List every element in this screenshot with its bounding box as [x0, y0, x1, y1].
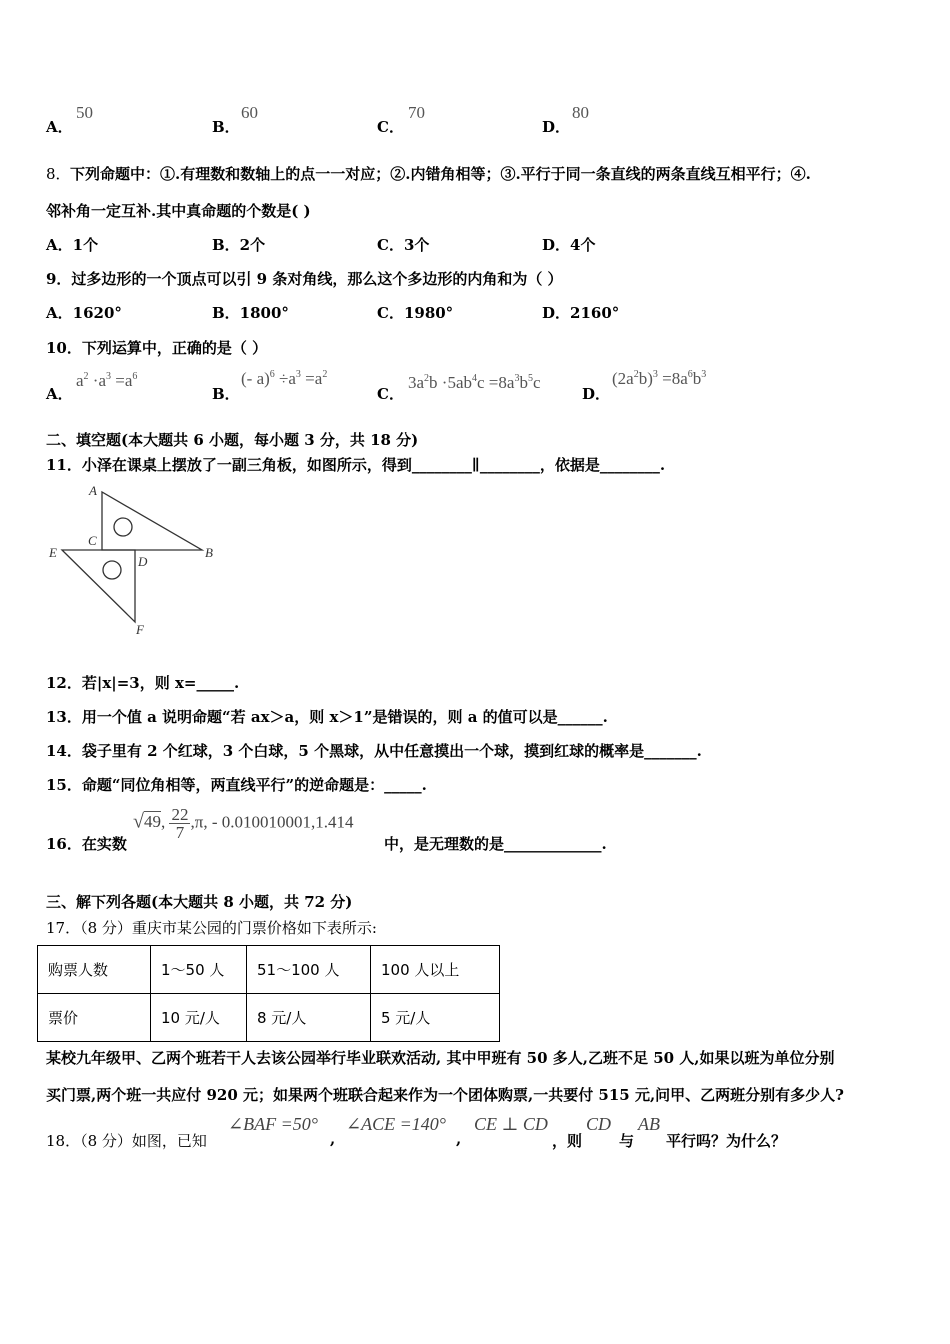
section2-title: 二、填空题(本大题共 6 小题，每小题 3 分，共 18 分)	[46, 431, 419, 449]
q10-option-c-letter: C．	[377, 385, 404, 403]
q17-intro: 17．（8 分）重庆市某公园的门票价格如下表所示:	[46, 919, 377, 937]
table-cell: 100 人以上	[371, 946, 500, 994]
q8-option-b: B．2个	[212, 236, 266, 254]
q14-text: 14．袋子里有 2 个红球，3 个白球，5 个黑球，从中任意摸出一个球，摸到红球的概率是_______.	[46, 742, 702, 760]
q10-option-a-expression: $a^2 \cdot a^3 =a^6$	[76, 371, 138, 390]
q7-option-d-letter: D．	[542, 118, 571, 136]
q8-option-d: D．4个	[542, 236, 596, 254]
q18-then: ，则	[552, 1132, 583, 1150]
q8-number: 8．	[46, 165, 71, 183]
q16-suffix: 中，是无理数的是_____________.	[384, 835, 607, 853]
q18-ab: AB	[638, 1114, 660, 1134]
q16-fraction	[169, 806, 190, 841]
ticket-price-table	[37, 945, 500, 1042]
q7-option-a-value: 50	[76, 103, 93, 122]
table-cell: 购票人数	[38, 946, 151, 994]
table-cell: 1～50 人	[151, 946, 247, 994]
table-cell: 10 元/人	[151, 994, 247, 1042]
q8-line1: 下列命题中：①.有理数和数轴上的点一一对应；②.内错角相等；③.平行于同一条直线的两条直线互相平行；④.	[70, 165, 811, 183]
q18-comma: ,	[456, 1130, 462, 1148]
q16-sqrt-radicand: 49	[143, 812, 161, 832]
q16-fraction-numerator: 22	[171, 805, 189, 824]
label-c: C	[88, 533, 97, 548]
q18-comma: ,	[330, 1130, 336, 1148]
label-b: B	[205, 545, 213, 560]
q18-perpendicular: CE ⊥ CD	[474, 1114, 548, 1134]
table-cell: 5 元/人	[371, 994, 500, 1042]
q12-text: 12．若|x|=3，则 x=_____.	[46, 674, 240, 692]
table-cell: 票价	[38, 994, 151, 1042]
q8-line2: 邻补角一定互补.其中真命题的个数是( )	[46, 202, 311, 220]
q18-tail: 平行吗？为什么？	[666, 1132, 787, 1150]
q9-option-a: A．1620°	[46, 304, 122, 322]
q10-option-c-expression: $3a^2b \cdot 5ab^4c =8a^3b^5c$	[408, 373, 541, 392]
q10-option-b-expression: (- $a)^6 \div a^3 =a^2$	[241, 369, 328, 388]
q17-line2: 买门票,两个班一共应付 920 元；如果两个班联合起来作为一个团体购票,一共要付 515 元,问甲、乙两班分别有多少人?	[46, 1086, 844, 1104]
q16-prefix: 16．在实数	[46, 835, 127, 853]
q16-rest: ,π, - 0.010010001,1.414	[190, 812, 354, 832]
q7-option-b-value: 60	[241, 103, 258, 122]
set-squares-figure	[40, 480, 230, 640]
q15-text: 15．命题“同位角相等，两直线平行”的逆命题是：_____.	[46, 776, 427, 794]
q9-option-b: B．1800°	[212, 304, 289, 322]
q9-option-c: C．1980°	[377, 304, 454, 322]
q7-option-d-value: 80	[572, 103, 589, 122]
label-e: E	[49, 545, 57, 560]
section3-title: 三、解下列各题(本大题共 8 小题，共 72 分)	[46, 893, 353, 911]
q18-angle-baf: ∠BAF =50°	[228, 1114, 318, 1134]
q10-option-d-letter: D．	[582, 385, 611, 403]
q10-text: 10．下列运算中，正确的是（ ）	[46, 339, 268, 357]
q16-real-numbers: √49, $\frac{22}{7}$ ,π, - 0.010010001,1.414	[133, 805, 354, 842]
lower-triangle-hole	[103, 561, 121, 579]
table-cell: 51～100 人	[247, 946, 371, 994]
q18-cd: CD	[586, 1114, 612, 1134]
upper-triangle-hole	[114, 518, 132, 536]
q10-option-b-letter: B．	[212, 385, 240, 403]
q7-option-c-letter: C．	[377, 118, 404, 136]
table-row	[38, 946, 500, 994]
q8-option-c: C．3个	[377, 236, 430, 254]
table-row	[38, 994, 500, 1042]
q16-fraction-denominator: 7	[175, 823, 185, 842]
q10-option-a-letter: A．	[46, 385, 73, 403]
q9-option-d: D．2160°	[542, 304, 620, 322]
q7-option-c-value: 70	[408, 103, 425, 122]
label-f: F	[136, 622, 144, 637]
lower-triangle	[62, 550, 135, 622]
q7-option-a-letter: A．	[46, 118, 73, 136]
q17-line1: 某校九年级甲、乙两个班若干人去该公园举行毕业联欢活动, 其中甲班有 50 多人,乙班不足 50 人,如果以班为单位分别	[46, 1049, 835, 1067]
q8-option-a: A．1个	[46, 236, 99, 254]
q18-and: 与	[619, 1132, 635, 1150]
q10-option-d-expression: $(2a^2b)^3 =8a^6b^3$	[612, 369, 707, 388]
label-a: A	[89, 483, 97, 498]
label-d: D	[138, 554, 148, 569]
q13-text: 13．用一个值 a 说明命题“若 ax＞a，则 x＞1”是错误的，则 a 的值可以是______.	[46, 708, 608, 726]
table-cell: 8 元/人	[247, 994, 371, 1042]
q18-angle-ace: ∠ACE =140°	[346, 1114, 446, 1134]
q7-option-b-letter: B．	[212, 118, 240, 136]
q11-text: 11．小泽在课桌上摆放了一副三角板，如图所示，得到________∥________，依据是________.	[46, 456, 666, 474]
q9-text: 9．过多边形的一个顶点可以引 9 条对角线，那么这个多边形的内角和为（ ）	[46, 270, 563, 288]
q18-prefix: 18．（8 分）如图，已知	[46, 1132, 207, 1150]
